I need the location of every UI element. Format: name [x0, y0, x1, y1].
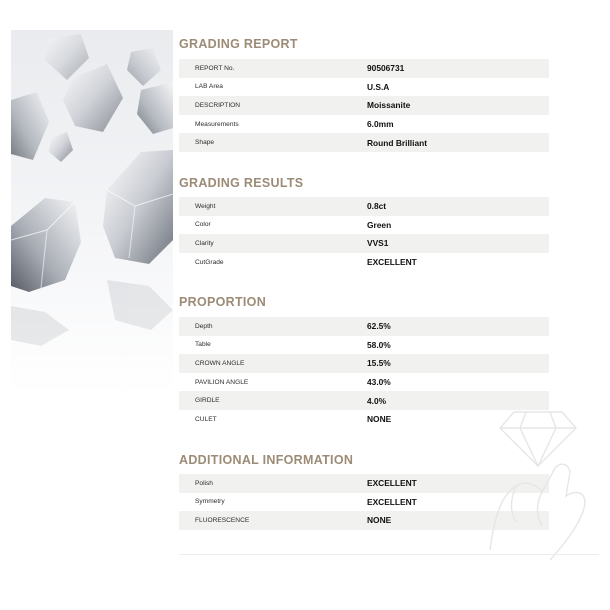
table-row [179, 354, 549, 373]
row-value: 15.5% [367, 358, 391, 369]
hand-holding-diamond-icon [470, 400, 600, 575]
row-value: Moissanite [367, 100, 411, 111]
table-row [179, 216, 549, 235]
row-value: 58.0% [367, 339, 391, 350]
table-row [179, 133, 549, 152]
row-label: CULET [195, 415, 217, 423]
table-row [179, 96, 549, 115]
table-row [179, 336, 549, 355]
row-label: CutGrade [195, 258, 224, 266]
row-value: EXCELLENT [367, 257, 417, 268]
table-row [179, 197, 549, 216]
row-label: CROWN ANGLE [195, 359, 245, 367]
row-label: Polish [195, 479, 213, 487]
table-row [179, 115, 549, 134]
table-row [179, 317, 549, 336]
row-label: REPORT No. [195, 64, 235, 72]
row-value: 62.5% [367, 321, 391, 332]
divider [179, 554, 599, 555]
table-row [179, 59, 549, 78]
row-label: Measurements [195, 120, 239, 128]
row-value: VVS1 [367, 238, 389, 249]
grading-report-table [179, 59, 549, 152]
row-value: 0.8ct [367, 201, 387, 212]
row-value: NONE [367, 515, 392, 526]
grading-report-title: GRADING REPORT [179, 37, 298, 51]
row-label: Color [195, 221, 211, 229]
row-value: Round Brilliant [367, 137, 428, 148]
row-label: Shape [195, 139, 215, 147]
row-label: GIRDLE [195, 397, 220, 405]
grading-results-table [179, 197, 549, 271]
row-label: FLUORESCENCE [195, 516, 250, 524]
row-value: NONE [367, 414, 392, 425]
row-value: 43.0% [367, 377, 391, 388]
row-value: U.S.A [367, 81, 390, 92]
table-row [179, 78, 549, 97]
row-label: PAVILION ANGLE [195, 378, 249, 386]
row-label: LAB Area [195, 83, 223, 91]
row-label: DESCRIPTION [195, 101, 241, 109]
row-value: EXCELLENT [367, 496, 417, 507]
row-label: Depth [195, 322, 213, 330]
grading-results-title: GRADING RESULTS [179, 176, 304, 190]
row-value: EXCELLENT [367, 478, 417, 489]
row-label: Clarity [195, 239, 214, 247]
row-label: Symmetry [195, 498, 225, 506]
row-label: Table [195, 341, 211, 349]
row-value: 6.0mm [367, 119, 394, 130]
diamonds-photo [11, 30, 173, 395]
table-row [179, 373, 549, 392]
proportion-title: PROPORTION [179, 295, 267, 309]
table-row [179, 253, 549, 272]
table-row [179, 234, 549, 253]
row-value: 4.0% [367, 395, 387, 406]
row-label: Weight [195, 202, 216, 210]
row-value: Green [367, 219, 392, 230]
row-value: 90506731 [367, 63, 405, 74]
additional-information-title: ADDITIONAL INFORMATION [179, 453, 354, 467]
